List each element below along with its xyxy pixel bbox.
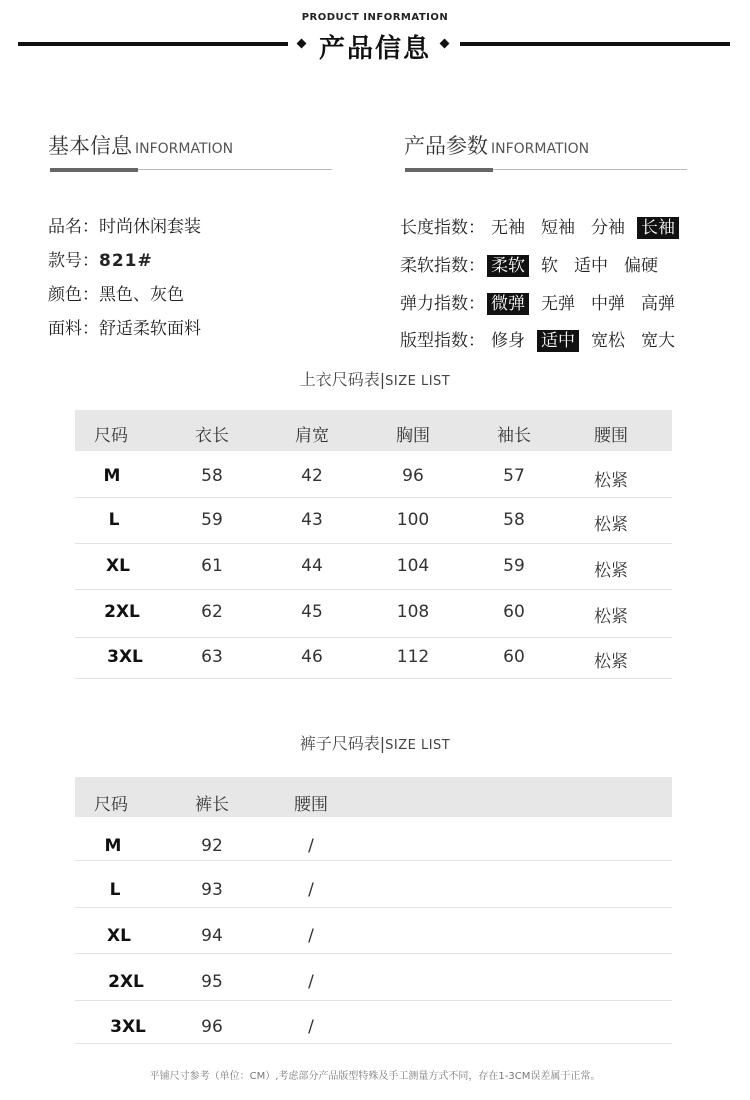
param-option-selected: 微弹 bbox=[487, 293, 529, 315]
table-size-cell: XL bbox=[106, 556, 130, 576]
basic-info-title-cn: 基本信息 bbox=[48, 134, 132, 158]
table-row-divider bbox=[75, 1000, 672, 1001]
params-title-en: INFORMATION bbox=[491, 141, 590, 157]
top-size-table-title-en: SIZE LIST bbox=[385, 374, 451, 389]
table-cell: 59 bbox=[503, 556, 525, 576]
param-label: 柔软指数： bbox=[400, 256, 485, 276]
table-cell: 松紧 bbox=[594, 607, 628, 627]
table-cell: 95 bbox=[201, 972, 223, 992]
table-header-cell: 腰围 bbox=[594, 426, 628, 446]
table-cell: / bbox=[308, 880, 314, 900]
param-option: 无袖 bbox=[491, 218, 525, 238]
table-header-cell: 衣长 bbox=[195, 426, 229, 446]
table-cell: / bbox=[308, 836, 314, 856]
param-option: 适中 bbox=[574, 256, 608, 276]
table-header-cell: 袖长 bbox=[497, 426, 531, 446]
table-row-divider bbox=[75, 543, 672, 544]
table-row-divider bbox=[75, 907, 672, 908]
basic-info-title bbox=[48, 130, 233, 160]
product-code-line bbox=[48, 246, 153, 271]
param-option-selected: 适中 bbox=[537, 330, 579, 352]
table-row-divider bbox=[75, 589, 672, 590]
param-label: 长度指数： bbox=[400, 218, 485, 238]
table-size-cell: L bbox=[108, 510, 120, 530]
param-option: 软 bbox=[541, 256, 558, 276]
param-option: 宽松 bbox=[591, 331, 625, 351]
table-cell: 松紧 bbox=[594, 561, 628, 581]
table-cell: 92 bbox=[201, 836, 223, 856]
table-header-cell: 尺码 bbox=[94, 795, 128, 815]
table-row-divider bbox=[75, 1043, 672, 1044]
table-cell: 61 bbox=[201, 556, 223, 576]
product-color-line bbox=[48, 280, 184, 305]
table-cell: 94 bbox=[201, 926, 223, 946]
table-cell: 45 bbox=[301, 602, 323, 622]
measurement-footnote: 平铺尺寸参考（单位：CM）,考虑部分产品版型特殊及手工测量方式不同，存在1-3CM误差属于正常。 bbox=[149, 1071, 601, 1082]
table-row-divider bbox=[75, 637, 672, 638]
param-row bbox=[400, 326, 679, 352]
param-option: 修身 bbox=[491, 331, 525, 351]
table-row-divider bbox=[75, 497, 672, 498]
header-right-rule bbox=[460, 42, 730, 46]
param-option: 分袖 bbox=[591, 218, 625, 238]
table-header-cell: 腰围 bbox=[294, 795, 328, 815]
table-cell: 112 bbox=[396, 647, 430, 667]
param-row bbox=[400, 213, 679, 239]
header-en-title: PRODUCT INFORMATION bbox=[301, 12, 449, 23]
table-cell: / bbox=[308, 972, 314, 992]
param-label: 版型指数： bbox=[400, 331, 485, 351]
table-row-divider bbox=[75, 953, 672, 954]
table-size-cell: 2XL bbox=[108, 972, 144, 992]
table-header-cell: 肩宽 bbox=[295, 426, 329, 446]
top-size-table-title-cn: 上衣尺码表| bbox=[299, 370, 386, 389]
param-option: 高弹 bbox=[641, 294, 675, 314]
table-cell: 59 bbox=[201, 510, 223, 530]
table-size-cell: 3XL bbox=[107, 647, 143, 667]
product-color-value: 黑色、灰色 bbox=[99, 285, 184, 305]
product-code-value: 821# bbox=[99, 251, 153, 271]
product-name-line bbox=[48, 212, 201, 237]
table-cell: 60 bbox=[503, 647, 525, 667]
param-option: 宽大 bbox=[641, 331, 675, 351]
product-code-label: 款号： bbox=[48, 251, 99, 271]
table-cell: 58 bbox=[201, 466, 223, 486]
param-option: 无弹 bbox=[541, 294, 575, 314]
pants-size-table-title bbox=[0, 731, 750, 754]
table-cell: 43 bbox=[301, 510, 323, 530]
basic-info-accent-bar bbox=[50, 168, 138, 172]
product-fabric-label: 面料： bbox=[48, 319, 99, 339]
param-option: 偏硬 bbox=[624, 256, 658, 276]
param-option: 中弹 bbox=[591, 294, 625, 314]
param-row bbox=[400, 289, 679, 315]
product-name-label: 品名： bbox=[48, 217, 99, 237]
table-size-cell: 3XL bbox=[110, 1017, 146, 1037]
product-color-label: 颜色： bbox=[48, 285, 99, 305]
table-cell: 松紧 bbox=[594, 471, 628, 491]
product-fabric-line bbox=[48, 314, 201, 339]
table-size-cell: L bbox=[109, 880, 121, 900]
table-cell: 松紧 bbox=[594, 515, 628, 535]
table-size-cell: M bbox=[104, 836, 122, 856]
pants-size-table-header bbox=[75, 777, 672, 817]
table-cell: 96 bbox=[201, 1017, 223, 1037]
param-option: 短袖 bbox=[541, 218, 575, 238]
params-title bbox=[404, 130, 589, 160]
table-cell: 63 bbox=[201, 647, 223, 667]
table-cell: 42 bbox=[301, 466, 323, 486]
table-size-cell: 2XL bbox=[104, 602, 140, 622]
header-cn-title: 产品信息 bbox=[318, 34, 431, 64]
table-header-cell: 裤长 bbox=[195, 795, 229, 815]
top-size-table-title bbox=[0, 367, 750, 390]
table-row-divider bbox=[75, 678, 672, 679]
table-cell: 96 bbox=[402, 466, 424, 486]
table-header-cell: 尺码 bbox=[94, 426, 128, 446]
table-cell: 108 bbox=[396, 602, 430, 622]
params-title-cn: 产品参数 bbox=[404, 134, 488, 158]
table-cell: 104 bbox=[396, 556, 430, 576]
table-cell: 60 bbox=[503, 602, 525, 622]
basic-info-title-en: INFORMATION bbox=[135, 141, 234, 157]
table-cell: 93 bbox=[201, 880, 223, 900]
table-size-cell: XL bbox=[107, 926, 131, 946]
param-row bbox=[400, 251, 662, 277]
table-cell: / bbox=[308, 926, 314, 946]
table-cell: 58 bbox=[503, 510, 525, 530]
table-cell: 46 bbox=[301, 647, 323, 667]
product-name-value: 时尚休闲套装 bbox=[99, 217, 201, 237]
table-cell: 100 bbox=[396, 510, 430, 530]
table-cell: 62 bbox=[201, 602, 223, 622]
table-cell: 44 bbox=[301, 556, 323, 576]
param-label: 弹力指数： bbox=[400, 294, 485, 314]
pants-size-table-title-en: SIZE LIST bbox=[385, 738, 451, 753]
params-accent-bar bbox=[405, 168, 493, 172]
table-row-divider bbox=[75, 860, 672, 861]
product-fabric-value: 舒适柔软面料 bbox=[99, 319, 201, 339]
table-size-cell: M bbox=[103, 466, 121, 486]
table-cell: / bbox=[308, 1017, 314, 1037]
param-option-selected: 长袖 bbox=[637, 217, 679, 239]
param-option-selected: 柔软 bbox=[487, 255, 529, 277]
table-cell: 松紧 bbox=[594, 652, 628, 672]
pants-size-table-title-cn: 裤子尺码表| bbox=[299, 734, 386, 753]
table-cell: 57 bbox=[503, 466, 525, 486]
table-header-cell: 胸围 bbox=[396, 426, 430, 446]
